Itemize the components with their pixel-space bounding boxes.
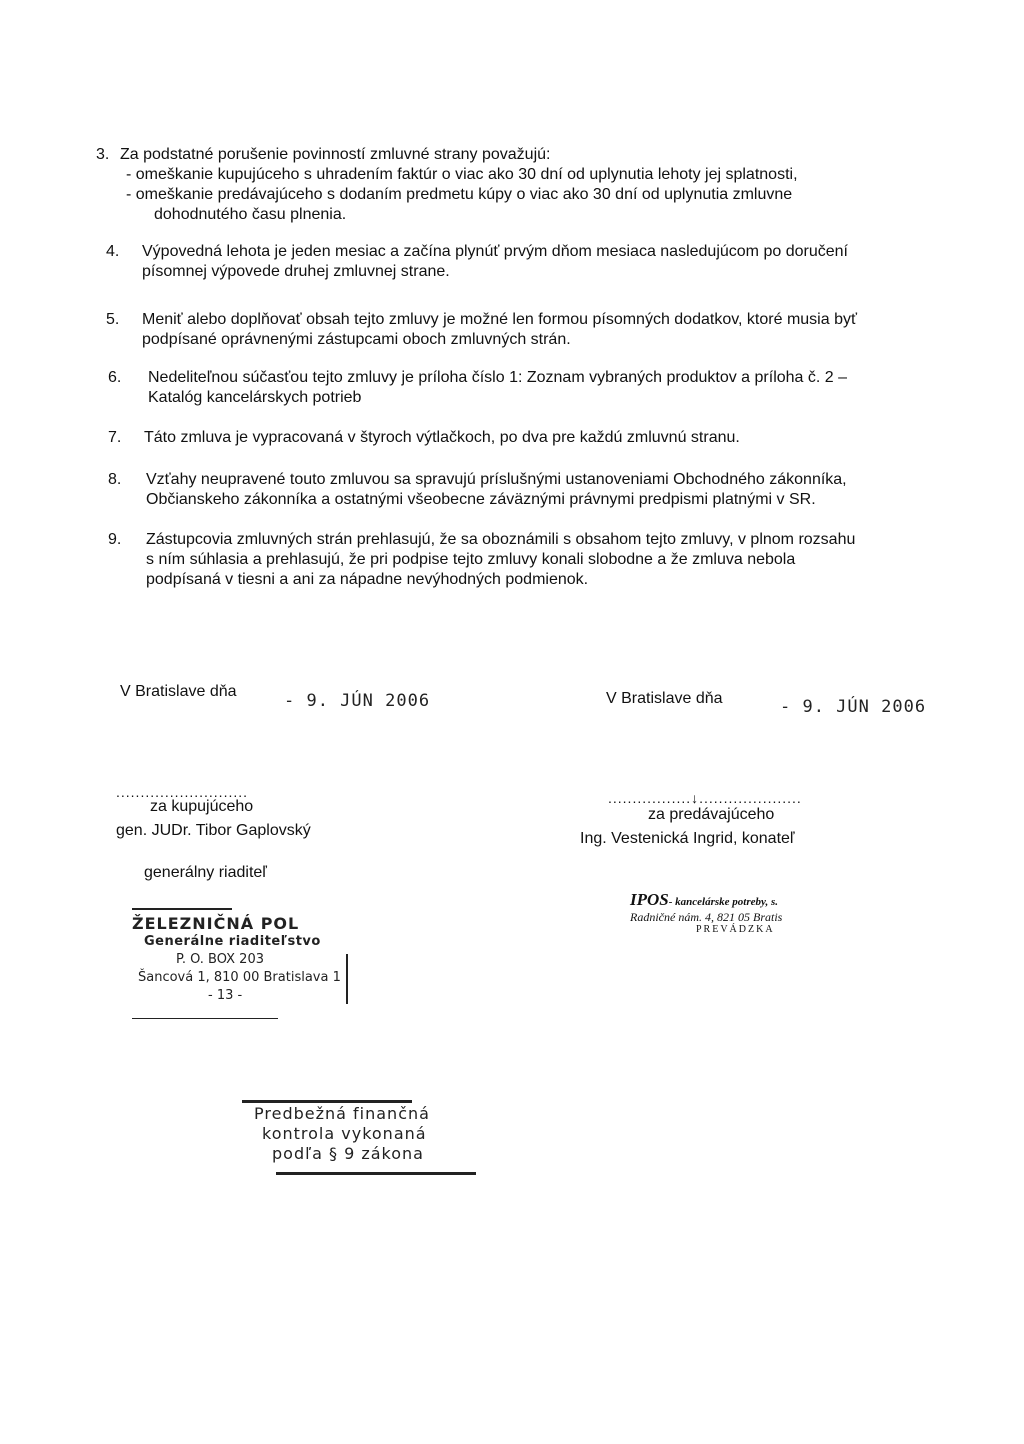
left-name: gen. JUDr. Tibor Gaplovský	[116, 822, 311, 839]
clause-line: Táto zmluva je vypracovaná v štyroch výtlačkoch, po dva pre každú zmluvnú stranu.	[144, 429, 740, 446]
clause-body	[120, 145, 798, 225]
right-role: za predávajúceho	[648, 806, 775, 823]
stamp-rule	[276, 1172, 476, 1175]
right-name: Ing. Vestenická Ingrid, konateľ	[580, 830, 795, 847]
stamp-line: Radničné nám. 4, 821 05 Bratis	[630, 910, 783, 924]
clause-number: 6.	[108, 369, 122, 386]
left-signature-line: ...........................	[116, 784, 249, 800]
clause-line: Nedeliteľnou súčasťou tejto zmluvy je príloha číslo 1: Zoznam vybraných produktov a príloha č. 2 –	[148, 369, 848, 386]
clause-number: 4.	[106, 243, 120, 260]
clause-line: Katalóg kancelárskych potrieb	[148, 389, 362, 406]
clause-body	[142, 310, 857, 350]
stamp-line: PREVÁDZKA	[696, 924, 775, 935]
clause-line: Výpovedná lehota je jeden mesiac a začína plynúť prvým dňom mesiaca nasledujúcom po doručení	[142, 243, 848, 260]
stamp-line: kontrola vykonaná	[262, 1124, 427, 1143]
clause-line: podpísané oprávnenými zástupcami oboch zmluvných strán.	[142, 331, 571, 348]
stamp-line: P. O. BOX 203	[176, 952, 264, 967]
clause-line: písomnej výpovede druhej zmluvnej strane.	[142, 263, 450, 280]
stamp-rule	[242, 1100, 412, 1103]
clause-body	[144, 428, 740, 448]
clause-line: Za podstatné porušenie povinností zmluvné strany považujú:	[120, 146, 551, 163]
stamp-line: podľa § 9 zákona	[272, 1144, 424, 1163]
stamp-line: Generálne riaditeľstvo	[144, 934, 321, 949]
right-date-stamp: - 9. JÚN 2006	[780, 697, 927, 717]
clause-line: Zástupcovia zmluvných strán prehlasujú, že sa oboznámili s obsahom tejto zmluvy, v plnom rozsahu	[146, 531, 856, 548]
clause-body	[142, 242, 848, 282]
clause-subitem: - omeškanie predávajúceho s dodaním predmetu kúpy o viac ako 30 dní od uplynutia zmluvne	[126, 186, 793, 203]
clause-number: 9.	[108, 531, 122, 548]
clause-line: Vzťahy neupravené touto zmluvou sa spravujú príslušnými ustanoveniami Obchodného zákonníka,	[146, 471, 847, 488]
stamp-line: Predbežná finančná	[254, 1104, 430, 1123]
left-role: za kupujúceho	[150, 798, 254, 815]
clause-line: Občianskeho zákonníka a ostatnými všeobecne záväznými právnymi predpismi platnými v SR.	[146, 491, 816, 508]
clause-line: Meniť alebo doplňovať obsah tejto zmluvy je možné len formou písomných dodatkov, ktoré musia byť	[142, 311, 857, 328]
stamp-rule	[346, 954, 348, 1004]
stamp-rule	[132, 908, 232, 910]
financial-control-stamp	[240, 1100, 530, 1190]
clause-subitem: - omeškanie kupujúceho s uhradením faktúr o viac ako 30 dní od uplynutia lehoty jej splatnosti,	[126, 166, 798, 183]
clause-subitem: dohodnutého času plnenia.	[154, 206, 347, 223]
stamp-line: - 13 -	[208, 988, 243, 1003]
right-signature-line: .................↓.....................	[608, 790, 802, 806]
clause-body	[146, 470, 847, 510]
clause-number: 3.	[96, 146, 110, 163]
left-place-label: V Bratislave dňa	[120, 683, 237, 700]
right-place-label: V Bratislave dňa	[606, 690, 723, 707]
stamp-company: IPOS	[630, 890, 669, 909]
stamp-line: Šancová 1, 810 00 Bratislava 1	[138, 970, 341, 985]
clause-line: s ním súhlasia a prehlasujú, že pri podpise tejto zmluvy konali slobodne a že zmluva nebola	[146, 551, 796, 568]
left-date-stamp: - 9. JÚN 2006	[284, 691, 431, 711]
clause-number: 7.	[108, 429, 122, 446]
stamp-line: ŽELEZNIČNÁ POL	[132, 914, 300, 933]
clause-line: podpísaná v tiesni a ani za nápadne nevýhodných podmienok.	[146, 571, 589, 588]
railway-stamp	[132, 908, 348, 1024]
left-title: generálny riaditeľ	[144, 864, 267, 881]
clause-number: 5.	[106, 311, 120, 328]
stamp-company-sub: - kancelárske potreby, s.	[668, 896, 779, 908]
stamp-line	[630, 890, 778, 910]
stamp-rule	[132, 1018, 278, 1019]
clause-body	[148, 368, 847, 408]
clause-body	[146, 530, 855, 590]
clause-number: 8.	[108, 471, 122, 488]
